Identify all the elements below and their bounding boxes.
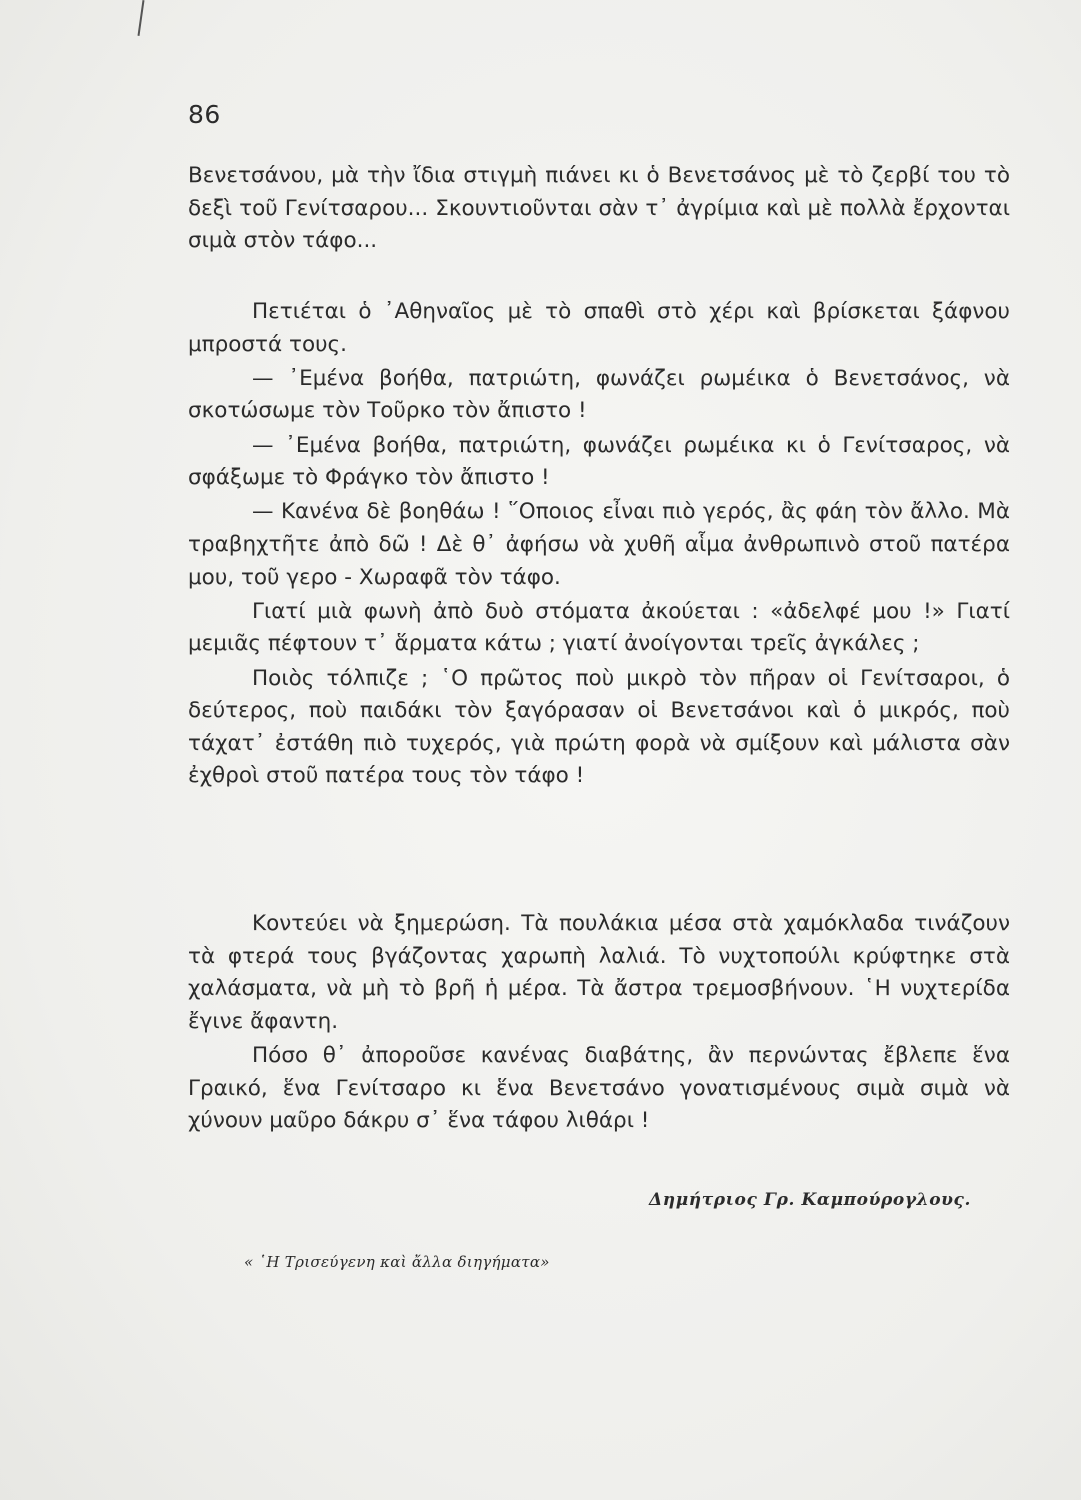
source-citation: « ῾Η Τρισεύγενη καὶ ἄλλα διηγήματα» (244, 1253, 550, 1271)
text-section-2 (188, 296, 1010, 793)
page-number: 86 (188, 100, 221, 129)
author-signature: Δημήτριος Γρ. Καμπούρογλους. (648, 1190, 971, 1210)
edge-mark (138, 0, 145, 36)
paragraph: Πετιέται ὁ ᾿Αθηναῖος μὲ τὸ σπαθὶ στὸ χέρι καὶ βρίσκεται ξάφνου μπροστά τους. (188, 299, 1010, 357)
paragraph: Γιατί μιὰ φωνὴ ἀπὸ δυὸ στόματα ἀκούεται : «ἀδελφέ μου !» Γιατί μεμιᾶς πέφτουν τ᾿ ἅρματα κάτω ; γιατί ἀνοίγονται τρεῖς ἀγκάλες ; (188, 598, 1010, 657)
text-section-3 (188, 908, 1010, 1138)
text-section-1 (188, 160, 1010, 258)
paragraph: Πόσο θ᾿ ἀποροῦσε κανένας διαβάτης, ἂν περνώντας ἔβλεπε ἕνα Γραικό, ἕνα Γενίτσαρο κι ἕνα Βενετσάνο γονατισμένους σιμὰ σιμὰ νὰ χύνουν μαῦρο δάκρυ σ᾿ ἕνα τάφου λιθάρι ! (188, 1042, 1010, 1134)
paragraph: Κοντεύει νὰ ξημερώση. Τὰ πουλάκια μέσα στὰ χαμόκλαδα τινάζουν τὰ φτερά τους βγάζοντας χαρωπὴ λαλιά. Τὸ νυχτοπούλι κρύφτηκε στὰ χαλάσματα, νὰ μὴ τὸ βρῆ ἡ μέρα. Τὰ ἄστρα τρεμοσβήνουν. ῾Η νυχτερίδα ἔγινε ἄφαντη. (188, 911, 1010, 1034)
paragraph: Βενετσάνου, μὰ τὴν ἴδια στιγμὴ πιάνει κι ὁ Βενετσάνος μὲ τὸ ζερβί του τὸ δεξὶ τοῦ Γενίτσαρου... Σκουντιοῦνται σὰν τ᾿ ἀγρίμια καὶ μὲ πολλὰ ἔρχονται σιμὰ στὸν τάφο... (188, 163, 1010, 254)
paragraph: Ποιὸς τόλπιζε ; ῾Ο πρῶτος ποὺ μικρὸ τὸν πῆραν οἱ Γενίτσαροι, ὁ δεύτερος, ποὺ παιδάκι τὸν ξαγόρασαν οἱ Βενετσάνοι καὶ ὁ μικρός, ποὺ τάχατ᾿ ἐστάθη πιὸ τυχερός, γιὰ πρώτη φορὰ νὰ σμίξουν καὶ μάλιστα σὰν ἐχθροὶ στοῦ πατέρα τους τὸν τάφο ! (188, 665, 1010, 789)
paragraph: — ᾿Εμένα βοήθα, πατριώτη, φωνάζει ρωμέικα κι ὁ Γενίτσαρος, νὰ σφάξωμε τὸ Φράγκο τὸν ἄπιστο ! (188, 432, 1010, 491)
paragraph: — ᾿Εμένα βοήθα, πατριώτη, φωνάζει ρωμέικα ὁ Βενετσάνος, νὰ σκοτώσωμε τὸν Τοῦρκο τὸν ἄπιστο ! (188, 365, 1010, 424)
paragraph: — Κανένα δὲ βοηθάω ! ῞Οποιος εἶναι πιὸ γερός, ἂς φάη τὸν ἄλλο. Μὰ τραβηχτῆτε ἀπὸ δῶ ! Δὲ θ᾿ ἀφήσω νὰ χυθῆ αἷμα ἀνθρωπινὸ στοῦ πατέρα μου, τοῦ γερο - Χωραφᾶ τὸν τάφο. (188, 499, 1010, 590)
